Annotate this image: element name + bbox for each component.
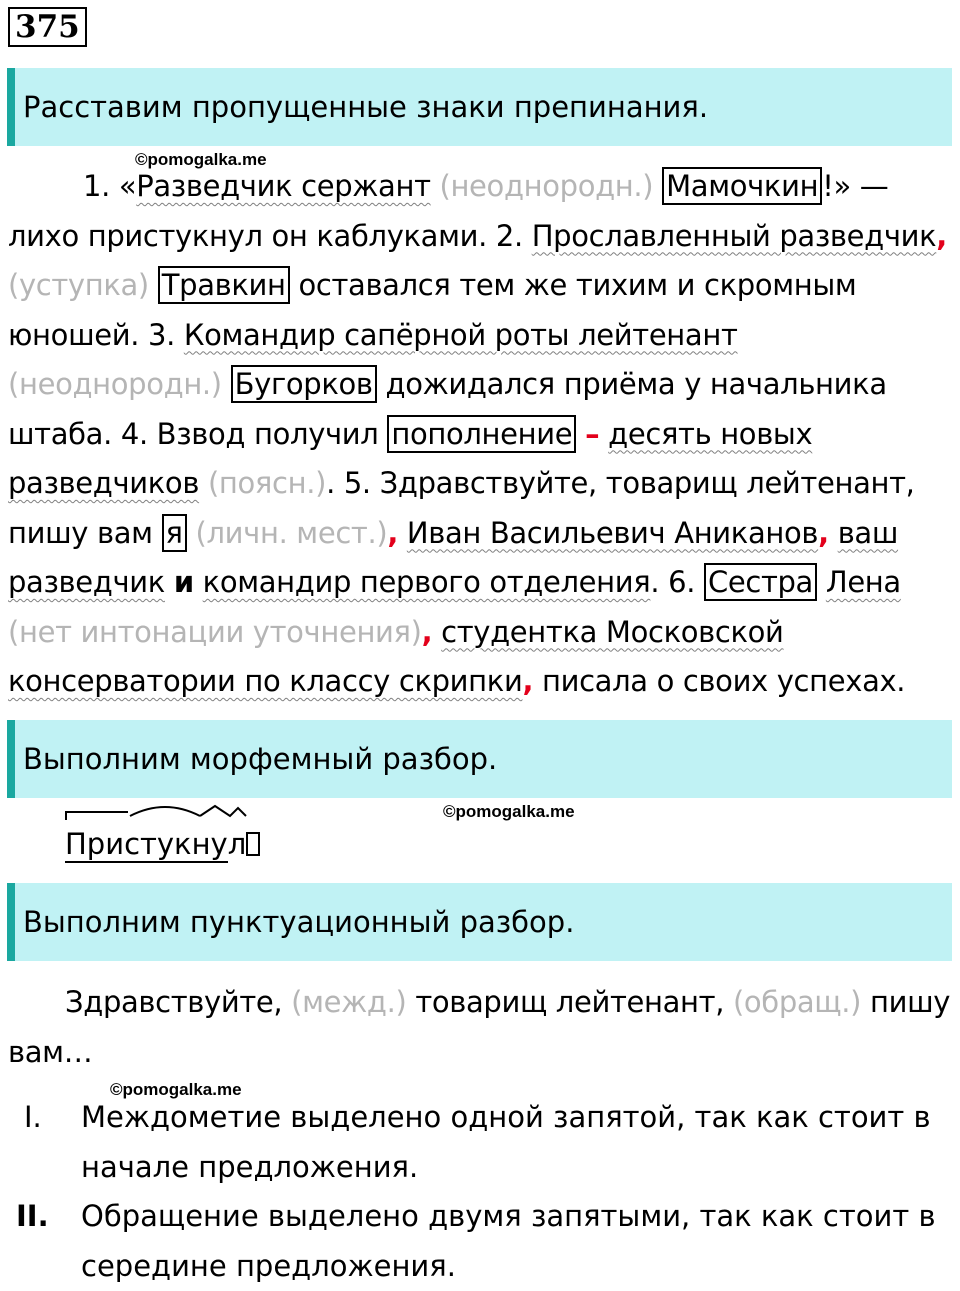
- sentence-5-apposition-2: командир первого отделения: [202, 565, 651, 599]
- explanation-marker: II.: [16, 1199, 49, 1233]
- sentence-5-note: (личн. мест.): [195, 515, 388, 550]
- section-header-punctuation: Расставим пропущенные знаки препинания.: [7, 68, 952, 146]
- sentence-4-subject: пополнение: [387, 415, 576, 453]
- analysis-part-2: товарищ лейтенант,: [415, 985, 725, 1019]
- sentence-2-apposition: Прославленный разведчик: [531, 218, 937, 253]
- sentence-3-note: (неоднородн.): [8, 367, 222, 401]
- sentence-5-start: 5. Здравствуйте, товарищ лейтенант, пишу вам: [8, 466, 915, 550]
- sentence-6-apposition-name: Лена: [825, 565, 901, 599]
- sentence-2-number: 2.: [495, 218, 532, 253]
- watermark: ©pomogalka.me: [443, 802, 575, 821]
- sentence-3-subject: Бугорков: [231, 365, 377, 403]
- sentence-1-subject: Мамочкин: [662, 167, 822, 205]
- sentence-4-rest: .: [326, 466, 344, 500]
- sentence-6-rest: писала о своих успехах.: [533, 664, 906, 698]
- morpheme-suffix-1: ну: [191, 827, 228, 861]
- sentence-1-rest: !» — лихо пристукнул он каблуками.: [8, 169, 889, 253]
- sentence-6-subject: Сестра: [704, 563, 817, 601]
- sentence-2-comma: ,: [936, 218, 947, 253]
- watermark: ©pomogalka.me: [135, 150, 267, 169]
- explanation-text: Междометие выделено одной запятой, так как стоит в начале предложения.: [81, 1100, 931, 1184]
- sentence-5-comma-1: ,: [387, 515, 398, 550]
- sentence-6-comma-1: ,: [421, 614, 433, 649]
- sentence-3-rest: дожидался приёма у начальника штаба.: [8, 367, 887, 451]
- sentence-3-number: 3.: [147, 317, 184, 352]
- section-header-analysis: Выполним пунктуационный разбор.: [7, 883, 952, 961]
- section-header-morpheme: Выполним морфемный разбор.: [7, 720, 952, 798]
- morpheme-root: стук: [124, 827, 192, 861]
- punctuation-text: [8, 162, 953, 707]
- sentence-1-note: (неоднородн.): [439, 169, 654, 203]
- sentence-4-note: (поясн.): [207, 466, 327, 500]
- analysis-part-1: Здравствуйте,: [65, 985, 283, 1019]
- punct-analysis-sentence: [8, 978, 953, 1077]
- sentence-5-apposition-1: ваш разведчик: [8, 515, 899, 599]
- sentence-4-dash: –: [585, 416, 600, 451]
- sentence-6-comma-2: ,: [522, 664, 534, 698]
- sentence-2-rest: оставался тем же тихим и скромным юношей.: [8, 268, 857, 352]
- root-arc: [130, 807, 200, 816]
- sentence-1-number: 1. «: [83, 169, 137, 203]
- sentence-6-apposition: студентка Московской консерватории по классу скрипки: [8, 614, 784, 698]
- sentence-3-apposition: Командир сапёрной роты лейтенант: [183, 317, 738, 352]
- sentence-5-rest: .: [650, 565, 669, 599]
- sentence-2-subject: Травкин: [158, 266, 290, 304]
- analysis-note-1: (межд.): [291, 985, 407, 1019]
- morpheme-word: [65, 826, 260, 862]
- prefix-mark: [66, 812, 128, 820]
- sentence-5-subject: я: [162, 514, 187, 552]
- sentence-2-note: (уступка): [8, 268, 149, 302]
- sentence-5-conjunction: и: [173, 565, 194, 599]
- explanation-marker: I.: [24, 1100, 42, 1134]
- explanation-text: Обращение выделено двумя запятыми, так как стоит в середине предложения.: [81, 1199, 936, 1283]
- analysis-part-3: пишу вам…: [8, 985, 951, 1069]
- morpheme-suffix-2: л: [227, 827, 247, 861]
- watermark: ©pomogalka.me: [110, 1080, 242, 1099]
- analysis-note-2: (обращ.): [732, 985, 862, 1019]
- task-number: 375: [8, 7, 87, 47]
- sentence-4-start: 4. Взвод получил: [120, 416, 388, 451]
- suffix-marks: [200, 806, 246, 816]
- sentence-6-note: (нет интонации уточнения): [8, 614, 422, 649]
- sentence-5-apposition-name: Иван Васильевич Аниканов: [406, 515, 819, 550]
- sentence-5-comma-2: ,: [818, 515, 829, 550]
- sentence-6-number: 6.: [668, 565, 704, 599]
- sentence-1-apposition: Разведчик сержант: [136, 169, 431, 203]
- morpheme-ending: [246, 832, 260, 856]
- sentence-4-apposition: десять новых разведчиков: [8, 416, 813, 500]
- morpheme-prefix: При: [65, 827, 125, 861]
